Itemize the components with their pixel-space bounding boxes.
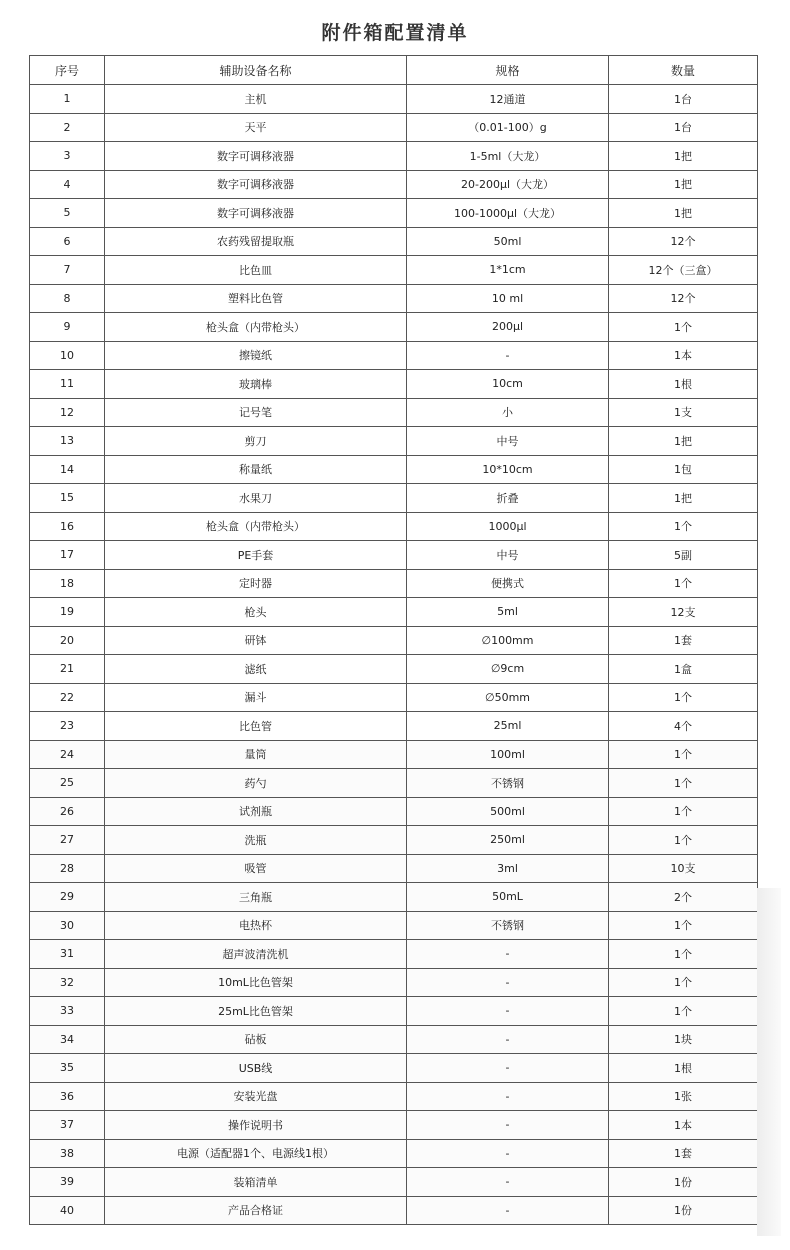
- table-row: [30, 313, 758, 342]
- cell-equipment-name: 记号笔: [105, 398, 407, 427]
- cell-equipment-name: 枪头盒（内带枪头）: [105, 512, 407, 541]
- header-quantity: 数量: [609, 56, 758, 85]
- table-row: [30, 797, 758, 826]
- cell-index: 17: [30, 541, 105, 570]
- table-row: [30, 484, 758, 513]
- cell-quantity: 1把: [609, 427, 758, 456]
- cell-index: 18: [30, 569, 105, 598]
- cell-quantity: 1个: [609, 940, 758, 969]
- cell-index: 7: [30, 256, 105, 285]
- cell-equipment-name: 电源（适配器1个、电源线1根）: [105, 1139, 407, 1168]
- table-row: [30, 113, 758, 142]
- cell-index: 3: [30, 142, 105, 171]
- cell-equipment-name: 产品合格证: [105, 1196, 407, 1225]
- cell-index: 9: [30, 313, 105, 342]
- cell-index: 40: [30, 1196, 105, 1225]
- table-row: [30, 854, 758, 883]
- cell-equipment-name: 天平: [105, 113, 407, 142]
- cell-quantity: 1台: [609, 113, 758, 142]
- cell-equipment-name: 洗瓶: [105, 826, 407, 855]
- cell-quantity: 1个: [609, 683, 758, 712]
- table-row: [30, 655, 758, 684]
- cell-quantity: 1块: [609, 1025, 758, 1054]
- table-row: [30, 598, 758, 627]
- cell-index: 10: [30, 341, 105, 370]
- cell-specification: 50ml: [407, 227, 609, 256]
- cell-index: 23: [30, 712, 105, 741]
- table-row: [30, 199, 758, 228]
- cell-quantity: 1个: [609, 797, 758, 826]
- cell-index: 15: [30, 484, 105, 513]
- cell-index: 6: [30, 227, 105, 256]
- cell-specification: -: [407, 1139, 609, 1168]
- cell-equipment-name: USB线: [105, 1054, 407, 1083]
- cell-index: 16: [30, 512, 105, 541]
- table-row: [30, 1168, 758, 1197]
- cell-quantity: 1份: [609, 1196, 758, 1225]
- table-row: [30, 455, 758, 484]
- cell-equipment-name: 超声波清洗机: [105, 940, 407, 969]
- cell-quantity: 1套: [609, 626, 758, 655]
- table-row: [30, 683, 758, 712]
- table-row: [30, 370, 758, 399]
- cell-equipment-name: 称量纸: [105, 455, 407, 484]
- cell-equipment-name: 漏斗: [105, 683, 407, 712]
- cell-index: 13: [30, 427, 105, 456]
- table-row: [30, 712, 758, 741]
- table-body: [30, 85, 758, 1225]
- cell-equipment-name: 量筒: [105, 740, 407, 769]
- cell-index: 39: [30, 1168, 105, 1197]
- header-row: [30, 56, 758, 85]
- table-row: [30, 940, 758, 969]
- header-index: 序号: [30, 56, 105, 85]
- cell-specification: 中号: [407, 541, 609, 570]
- table-row: [30, 427, 758, 456]
- cell-index: 35: [30, 1054, 105, 1083]
- cell-index: 28: [30, 854, 105, 883]
- cell-equipment-name: 比色皿: [105, 256, 407, 285]
- cell-index: 4: [30, 170, 105, 199]
- table-row: [30, 1196, 758, 1225]
- cell-quantity: 1台: [609, 85, 758, 114]
- cell-specification: 1-5ml（大龙）: [407, 142, 609, 171]
- cell-quantity: 4个: [609, 712, 758, 741]
- table-row: [30, 740, 758, 769]
- cell-specification: 3ml: [407, 854, 609, 883]
- table-row: [30, 569, 758, 598]
- cell-quantity: 1包: [609, 455, 758, 484]
- cell-quantity: 1个: [609, 740, 758, 769]
- cell-specification: -: [407, 1196, 609, 1225]
- cell-specification: 便携式: [407, 569, 609, 598]
- cell-quantity: 12支: [609, 598, 758, 627]
- cell-equipment-name: 三角瓶: [105, 883, 407, 912]
- cell-index: 21: [30, 655, 105, 684]
- cell-index: 12: [30, 398, 105, 427]
- cell-specification: 5ml: [407, 598, 609, 627]
- table-row: [30, 1025, 758, 1054]
- cell-quantity: 1本: [609, 1111, 758, 1140]
- cell-equipment-name: 安装光盘: [105, 1082, 407, 1111]
- cell-quantity: 1个: [609, 968, 758, 997]
- cell-specification: -: [407, 1111, 609, 1140]
- cell-specification: -: [407, 968, 609, 997]
- cell-quantity: 1根: [609, 370, 758, 399]
- header-specification: 规格: [407, 56, 609, 85]
- cell-equipment-name: 数字可调移液器: [105, 142, 407, 171]
- cell-specification: 折叠: [407, 484, 609, 513]
- cell-equipment-name: 塑料比色管: [105, 284, 407, 313]
- table-row: [30, 227, 758, 256]
- cell-specification: 10*10cm: [407, 455, 609, 484]
- cell-specification: 1*1cm: [407, 256, 609, 285]
- cell-quantity: 2个: [609, 883, 758, 912]
- cell-equipment-name: 10mL比色管架: [105, 968, 407, 997]
- table-row: [30, 1111, 758, 1140]
- cell-equipment-name: 主机: [105, 85, 407, 114]
- cell-specification: 1000μl: [407, 512, 609, 541]
- cell-specification: ∅9cm: [407, 655, 609, 684]
- cell-specification: -: [407, 940, 609, 969]
- cell-equipment-name: 定时器: [105, 569, 407, 598]
- table-header: [30, 56, 758, 85]
- page-edge-shadow: [757, 888, 781, 1236]
- cell-quantity: 12个: [609, 284, 758, 313]
- cell-specification: 25ml: [407, 712, 609, 741]
- cell-equipment-name: 研钵: [105, 626, 407, 655]
- cell-specification: 不锈钢: [407, 911, 609, 940]
- cell-specification: （0.01-100）g: [407, 113, 609, 142]
- cell-specification: 10cm: [407, 370, 609, 399]
- cell-specification: -: [407, 1025, 609, 1054]
- cell-quantity: 1本: [609, 341, 758, 370]
- cell-quantity: 1个: [609, 769, 758, 798]
- cell-specification: -: [407, 1082, 609, 1111]
- cell-index: 32: [30, 968, 105, 997]
- cell-index: 31: [30, 940, 105, 969]
- table-row: [30, 968, 758, 997]
- table-row: [30, 997, 758, 1026]
- table-row: [30, 911, 758, 940]
- cell-specification: 100-1000μl（大龙）: [407, 199, 609, 228]
- cell-equipment-name: 装箱清单: [105, 1168, 407, 1197]
- cell-specification: -: [407, 341, 609, 370]
- table-row: [30, 1054, 758, 1083]
- cell-specification: 250ml: [407, 826, 609, 855]
- cell-specification: 20-200μl（大龙）: [407, 170, 609, 199]
- cell-specification: 50mL: [407, 883, 609, 912]
- cell-equipment-name: 玻璃棒: [105, 370, 407, 399]
- cell-quantity: 1把: [609, 170, 758, 199]
- cell-index: 33: [30, 997, 105, 1026]
- cell-index: 14: [30, 455, 105, 484]
- cell-quantity: 12个: [609, 227, 758, 256]
- cell-specification: 小: [407, 398, 609, 427]
- cell-quantity: 1张: [609, 1082, 758, 1111]
- table-row: [30, 826, 758, 855]
- cell-specification: -: [407, 1054, 609, 1083]
- cell-equipment-name: 25mL比色管架: [105, 997, 407, 1026]
- cell-equipment-name: 药勺: [105, 769, 407, 798]
- cell-index: 2: [30, 113, 105, 142]
- cell-quantity: 1个: [609, 911, 758, 940]
- cell-index: 30: [30, 911, 105, 940]
- cell-index: 37: [30, 1111, 105, 1140]
- table-row: [30, 769, 758, 798]
- header-equipment-name: 辅助设备名称: [105, 56, 407, 85]
- table-row: [30, 1082, 758, 1111]
- document-title: 附件箱配置清单: [321, 22, 469, 44]
- cell-specification: -: [407, 1168, 609, 1197]
- cell-index: 27: [30, 826, 105, 855]
- cell-index: 11: [30, 370, 105, 399]
- cell-quantity: 1个: [609, 826, 758, 855]
- cell-quantity: 1套: [609, 1139, 758, 1168]
- cell-quantity: 1根: [609, 1054, 758, 1083]
- cell-quantity: 1个: [609, 512, 758, 541]
- cell-equipment-name: 滤纸: [105, 655, 407, 684]
- cell-specification: 100ml: [407, 740, 609, 769]
- table-row: [30, 170, 758, 199]
- cell-equipment-name: 比色管: [105, 712, 407, 741]
- table-row: [30, 883, 758, 912]
- cell-quantity: 12个（三盒）: [609, 256, 758, 285]
- cell-equipment-name: 数字可调移液器: [105, 170, 407, 199]
- table-row: [30, 541, 758, 570]
- cell-specification: 10 ml: [407, 284, 609, 313]
- cell-index: 38: [30, 1139, 105, 1168]
- table-row: [30, 142, 758, 171]
- table-row: [30, 626, 758, 655]
- table-row: [30, 341, 758, 370]
- cell-equipment-name: 砧板: [105, 1025, 407, 1054]
- cell-quantity: 1个: [609, 997, 758, 1026]
- cell-equipment-name: 枪头盒（内带枪头）: [105, 313, 407, 342]
- table-row: [30, 85, 758, 114]
- cell-specification: 中号: [407, 427, 609, 456]
- cell-index: 24: [30, 740, 105, 769]
- cell-equipment-name: 水果刀: [105, 484, 407, 513]
- cell-specification: ∅50mm: [407, 683, 609, 712]
- cell-index: 1: [30, 85, 105, 114]
- cell-quantity: 1把: [609, 484, 758, 513]
- cell-quantity: 1个: [609, 313, 758, 342]
- cell-specification: 不锈钢: [407, 769, 609, 798]
- cell-equipment-name: 数字可调移液器: [105, 199, 407, 228]
- cell-quantity: 1把: [609, 142, 758, 171]
- cell-index: 34: [30, 1025, 105, 1054]
- cell-equipment-name: 枪头: [105, 598, 407, 627]
- cell-index: 20: [30, 626, 105, 655]
- table-row: [30, 284, 758, 313]
- cell-specification: 500ml: [407, 797, 609, 826]
- cell-index: 19: [30, 598, 105, 627]
- cell-index: 36: [30, 1082, 105, 1111]
- table-row: [30, 398, 758, 427]
- cell-equipment-name: 吸管: [105, 854, 407, 883]
- cell-quantity: 1个: [609, 569, 758, 598]
- table-row: [30, 256, 758, 285]
- cell-index: 29: [30, 883, 105, 912]
- cell-quantity: 10支: [609, 854, 758, 883]
- cell-specification: -: [407, 997, 609, 1026]
- cell-quantity: 1支: [609, 398, 758, 427]
- cell-quantity: 1盒: [609, 655, 758, 684]
- cell-equipment-name: 试剂瓶: [105, 797, 407, 826]
- cell-specification: 200μl: [407, 313, 609, 342]
- table-row: [30, 512, 758, 541]
- cell-specification: ∅100mm: [407, 626, 609, 655]
- cell-quantity: 5副: [609, 541, 758, 570]
- cell-index: 26: [30, 797, 105, 826]
- cell-quantity: 1份: [609, 1168, 758, 1197]
- cell-index: 5: [30, 199, 105, 228]
- table-row: [30, 1139, 758, 1168]
- cell-index: 22: [30, 683, 105, 712]
- cell-index: 8: [30, 284, 105, 313]
- cell-equipment-name: 农药残留提取瓶: [105, 227, 407, 256]
- cell-equipment-name: 剪刀: [105, 427, 407, 456]
- cell-specification: 12通道: [407, 85, 609, 114]
- cell-equipment-name: 擦镜纸: [105, 341, 407, 370]
- cell-quantity: 1把: [609, 199, 758, 228]
- cell-equipment-name: 操作说明书: [105, 1111, 407, 1140]
- configuration-table: [29, 55, 758, 1225]
- cell-equipment-name: PE手套: [105, 541, 407, 570]
- cell-equipment-name: 电热杯: [105, 911, 407, 940]
- cell-index: 25: [30, 769, 105, 798]
